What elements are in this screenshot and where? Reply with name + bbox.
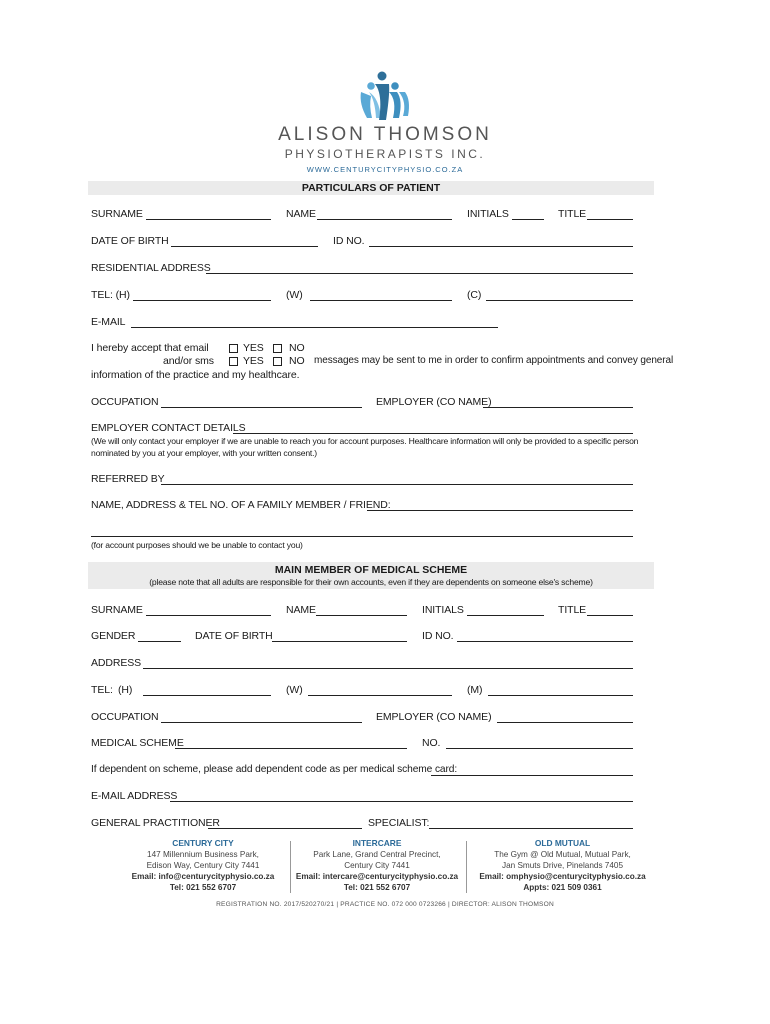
branch-name: CENTURY CITY bbox=[172, 838, 234, 848]
id-field[interactable] bbox=[369, 246, 633, 247]
member-address-label: ADDRESS bbox=[91, 657, 142, 669]
tel-home-field[interactable] bbox=[133, 300, 271, 301]
dob-field[interactable] bbox=[171, 246, 318, 247]
name-field[interactable] bbox=[317, 219, 452, 220]
branch-tel: Appts: 021 509 0361 bbox=[523, 883, 602, 892]
member-tel-work-label: (W) bbox=[286, 684, 303, 696]
practice-logo bbox=[355, 70, 415, 122]
member-occupation-field[interactable] bbox=[161, 722, 362, 723]
family-field-2[interactable] bbox=[91, 536, 633, 537]
surname-field[interactable] bbox=[146, 219, 271, 220]
member-note: (please note that all adults are responsible for their own accounts, even if they are dependents on someone else's scheme) bbox=[149, 577, 593, 587]
branch-address-1: 147 Millennium Business Park, bbox=[147, 850, 259, 859]
employer-label: EMPLOYER (CO NAME) bbox=[376, 396, 492, 408]
employer-note-2: nominated by you at your employer, with your written consent.) bbox=[91, 448, 317, 458]
sms-yes-checkbox[interactable] bbox=[229, 357, 238, 366]
email-field[interactable] bbox=[131, 327, 498, 328]
residential-field[interactable] bbox=[206, 273, 633, 274]
member-tel-home-label: (H) bbox=[118, 684, 133, 696]
tel-cell-label: (C) bbox=[467, 289, 482, 301]
occupation-field[interactable] bbox=[161, 407, 362, 408]
practice-name: ALISON THOMSON bbox=[278, 124, 492, 145]
specialist-field[interactable] bbox=[429, 828, 633, 829]
member-tel-home-field[interactable] bbox=[143, 695, 271, 696]
email-yes-checkbox[interactable] bbox=[229, 344, 238, 353]
branch-email: Email: intercare@centurycityphysio.co.za bbox=[295, 872, 459, 881]
consent-text-3: information of the practice and my healthcare. bbox=[91, 369, 300, 381]
employer-contact-field[interactable] bbox=[233, 433, 633, 434]
referred-by-label: REFERRED BY bbox=[91, 473, 165, 485]
tel-cell-field[interactable] bbox=[486, 300, 633, 301]
member-tel-mobile-field[interactable] bbox=[488, 695, 633, 696]
dependent-label: If dependent on scheme, please add dependent code as per medical scheme card: bbox=[91, 764, 458, 775]
surname-label: SURNAME bbox=[91, 208, 143, 220]
member-tel-mobile-label: (M) bbox=[467, 684, 483, 696]
consent-message: messages may be sent to me in order to confirm appointments and convey general bbox=[314, 355, 674, 366]
consent-text-1: I hereby accept that email bbox=[91, 342, 209, 354]
member-tel-work-field[interactable] bbox=[308, 695, 452, 696]
member-initials-field[interactable] bbox=[467, 615, 544, 616]
footer-divider bbox=[466, 841, 467, 893]
member-employer-field[interactable] bbox=[497, 722, 633, 723]
practice-subtitle: PHYSIOTHERAPISTS INC. bbox=[284, 147, 486, 161]
id-label: ID NO. bbox=[333, 235, 365, 247]
scheme-no-field[interactable] bbox=[446, 748, 633, 749]
email-no-checkbox[interactable] bbox=[273, 344, 282, 353]
member-id-label: ID NO. bbox=[422, 630, 454, 642]
dob-label: DATE OF BIRTH bbox=[91, 235, 169, 247]
branch-address-1: Park Lane, Grand Central Precinct, bbox=[313, 850, 441, 859]
section-title-patient: PARTICULARS OF PATIENT bbox=[88, 181, 654, 195]
dependent-field[interactable] bbox=[431, 775, 633, 776]
medical-scheme-label: MEDICAL SCHEME bbox=[91, 737, 184, 749]
member-dob-label: DATE OF BIRTH bbox=[195, 630, 273, 642]
gender-label: GENDER bbox=[91, 630, 136, 642]
residential-label: RESIDENTIAL ADDRESS bbox=[91, 262, 211, 274]
branch-century-city bbox=[118, 838, 288, 893]
tel-work-label: (W) bbox=[286, 289, 303, 301]
medical-scheme-field[interactable] bbox=[175, 748, 407, 749]
branch-email: Email: info@centurycityphysio.co.za bbox=[131, 872, 275, 881]
tel-home-label: TEL: (H) bbox=[91, 289, 130, 301]
member-initials-label: INITIALS bbox=[422, 604, 464, 616]
branch-intercare bbox=[292, 838, 462, 893]
member-id-field[interactable] bbox=[457, 641, 633, 642]
member-title-label: TITLE bbox=[558, 604, 587, 616]
branch-address-2: Century City 7441 bbox=[344, 861, 410, 870]
registration-line: REGISTRATION NO. 2017/520270/21 | PRACTICE NO. 072 000 0723266 | DIRECTOR: ALISON THOMSON bbox=[216, 901, 554, 908]
member-surname-label: SURNAME bbox=[91, 604, 143, 616]
consent-text-2: and/or sms bbox=[163, 355, 214, 367]
branch-address-2: Edison Way, Century City 7441 bbox=[146, 861, 260, 870]
member-name-field[interactable] bbox=[316, 615, 407, 616]
member-name-label: NAME bbox=[286, 604, 316, 616]
gp-field[interactable] bbox=[208, 828, 362, 829]
gp-label: GENERAL PRACTITIONER bbox=[91, 817, 220, 829]
employer-contact-label: EMPLOYER CONTACT DETAILS bbox=[91, 422, 246, 434]
referred-by-field[interactable] bbox=[161, 484, 633, 485]
title-field[interactable] bbox=[587, 219, 633, 220]
member-title: MAIN MEMBER OF MEDICAL SCHEME bbox=[274, 564, 468, 576]
member-occupation-label: OCCUPATION bbox=[91, 711, 159, 723]
specialist-label: SPECIALIST: bbox=[368, 817, 430, 829]
name-label: NAME bbox=[286, 208, 316, 220]
member-dob-field[interactable] bbox=[272, 641, 407, 642]
member-email-field[interactable] bbox=[170, 801, 633, 802]
email-no-label: NO bbox=[289, 342, 305, 354]
title-label: TITLE bbox=[558, 208, 587, 220]
branch-email: Email: omphysio@centurycityphysio.co.za bbox=[479, 872, 646, 881]
occupation-label: OCCUPATION bbox=[91, 396, 159, 408]
employer-note-1: (We will only contact your employer if we are unable to reach you for account purposes. Healthcare information will only be provided to a specific person bbox=[91, 436, 639, 446]
sms-no-label: NO bbox=[289, 355, 305, 367]
branch-address-1: The Gym @ Old Mutual, Mutual Park, bbox=[494, 850, 631, 859]
employer-field[interactable] bbox=[483, 407, 633, 408]
section-title-member bbox=[88, 562, 654, 589]
email-yes-label: YES bbox=[243, 342, 264, 354]
gender-field[interactable] bbox=[138, 641, 181, 642]
footer-divider bbox=[290, 841, 291, 893]
branch-old-mutual bbox=[470, 838, 655, 893]
branch-address-2: Jan Smuts Drive, Pinelands 7405 bbox=[501, 861, 624, 870]
member-title-field[interactable] bbox=[587, 615, 633, 616]
branch-tel: Tel: 021 552 6707 bbox=[169, 883, 237, 892]
family-field-1[interactable] bbox=[367, 510, 633, 511]
branch-tel: Tel: 021 552 6707 bbox=[343, 883, 411, 892]
member-tel-label: TEL: bbox=[91, 684, 113, 696]
tel-work-field[interactable] bbox=[310, 300, 452, 301]
initials-field[interactable] bbox=[512, 219, 544, 220]
branch-name: INTERCARE bbox=[352, 838, 402, 848]
email-label: E-MAIL bbox=[91, 316, 126, 328]
member-email-label: E-MAIL ADDRESS bbox=[91, 790, 178, 802]
sms-yes-label: YES bbox=[243, 355, 264, 367]
member-address-field[interactable] bbox=[143, 668, 633, 669]
scheme-no-label: NO. bbox=[422, 737, 441, 749]
branch-name: OLD MUTUAL bbox=[534, 838, 591, 848]
initials-label: INITIALS bbox=[467, 208, 509, 220]
member-employer-label: EMPLOYER (CO NAME) bbox=[376, 711, 492, 723]
family-label: NAME, ADDRESS & TEL NO. OF A FAMILY MEMBER / FRIEND: bbox=[91, 499, 391, 511]
member-surname-field[interactable] bbox=[146, 615, 271, 616]
sms-no-checkbox[interactable] bbox=[273, 357, 282, 366]
practice-website: WWW.CENTURYCITYPHYSIO.CO.ZA bbox=[306, 165, 464, 174]
family-note: (for account purposes should we be unable to contact you) bbox=[91, 540, 303, 550]
